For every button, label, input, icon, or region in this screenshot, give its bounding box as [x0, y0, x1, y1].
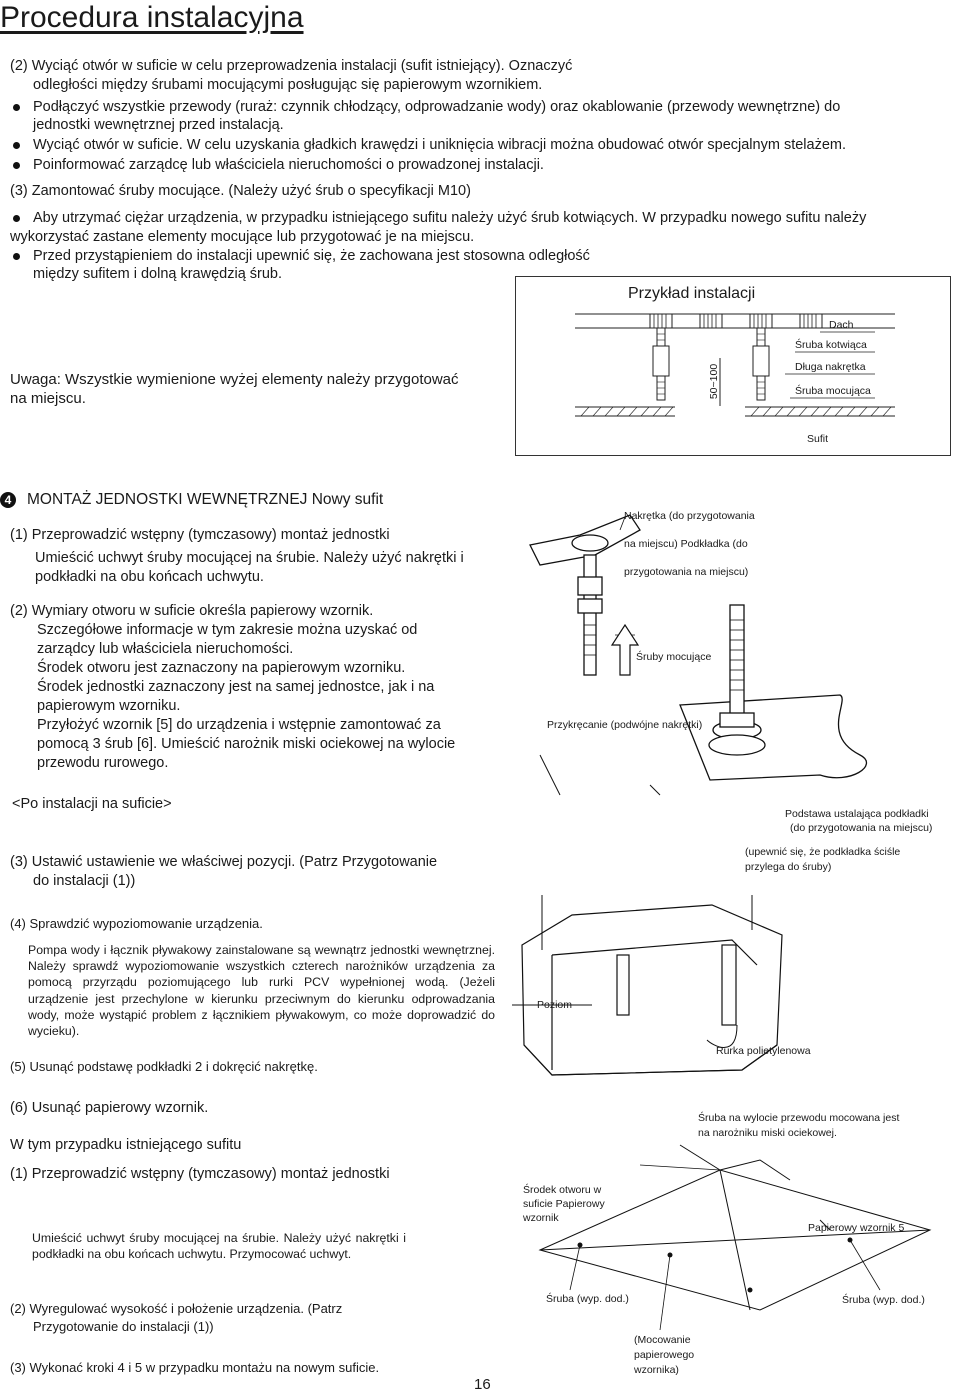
roof-label: Dach — [829, 319, 854, 331]
s6: (6) Usunąć papierowy wzornik. — [10, 1100, 209, 1116]
s4-title: (4) Sprawdzić wypoziomowanie urządzenia. — [10, 916, 263, 931]
bolt-label: Śruba mocująca — [795, 385, 871, 397]
note-line1: Uwaga: Wszystkie wymienione wyżej elementy należy przygotować — [10, 371, 459, 388]
step2-line1: (2) Wyciąć otwór w suficie w celu przeprowadzenia instalacji (sufit istniejący). Oznaczyć — [10, 58, 573, 74]
center-label-line1: Środek otworu w — [523, 1184, 602, 1196]
e2-line1: (2) Wyregulować wysokość i położenie urządzenia. (Patrz — [10, 1301, 343, 1316]
s1-title: (1) Przeprowadzić wstępny (tymczasowy) montaż jednostki — [10, 527, 390, 543]
s2-line4: Środek otworu jest zaznaczony na papierowym wzorniku. — [37, 660, 406, 676]
s2-line3: zarządcy lub właściciela nieruchomości. — [37, 641, 294, 657]
center-label-line3: wzornik — [523, 1212, 559, 1224]
note-line2: na miejscu. — [10, 390, 86, 407]
example-title: Przykład instalacji — [628, 285, 756, 302]
bullet4-line2: wykorzystać zastane elementy mocujące lub przygotować je na miejscu. — [10, 229, 475, 245]
s2-line1: (2) Wymiary otworu w suficie określa papierowy wzornik. — [10, 603, 374, 619]
template-diagram — [520, 1140, 950, 1360]
level-label: Poziom — [537, 999, 573, 1011]
check-label-line1: (upewnić się, że podkładka ściśle — [745, 846, 901, 858]
screw-left-label: Śruba (wyp. dod.) — [546, 1293, 629, 1305]
template-label: Papierowy wzornik 5 — [808, 1222, 905, 1234]
e2-line2: Przygotowanie do instalacji (1)) — [33, 1319, 214, 1334]
s1-body2: podkładki na obu końcach uchwytu. — [35, 569, 264, 585]
step3: (3) Zamontować śruby mocujące. (Należy użyć śrub o specyfikacji M10) — [10, 183, 471, 199]
after-install-title: <Po instalacji na suficie> — [12, 796, 172, 812]
page-title: Procedura instalacyjna — [0, 1, 304, 34]
s3-line2: do instalacji (1)) — [33, 873, 136, 889]
existing-title: W tym przypadku istniejącego sufitu — [10, 1137, 242, 1153]
bullet1-line2: jednostki wewnętrznej przed instalacją. — [33, 117, 284, 133]
example-diagram — [515, 276, 949, 454]
step2-line2: odległości między śrubami mocującymi posługując się papierowym wzornikiem. — [33, 77, 543, 93]
base-label-line2: (do przygotowania na miejscu) — [790, 822, 933, 834]
mount-label-line1: (Mocowanie — [634, 1334, 691, 1346]
s2-line7: Przyłożyć wzornik [5] do urządzenia i wstępnie zamontować za — [37, 717, 441, 733]
s2-line5: Środek jednostki zaznaczony jest na samej jednostce, jak i na — [37, 679, 435, 695]
s2-line6: papierowym wzorniku. — [37, 698, 181, 714]
double-nut-label: Przykręcanie (podwójne nakrętki) — [547, 719, 703, 731]
screw-note-line2: na narożniku miski ociekowej. — [698, 1127, 837, 1139]
bullet1-line1: Podłączyć wszystkie przewody (ruraż: czynnik chłodzący, odprowadzanie wody) oraz okablowanie (przewody wewnętrzne) do — [33, 99, 841, 115]
distance-label: 50~100 — [708, 363, 721, 400]
s2-line8: pomocą 3 śrub [6]. Umieścić narożnik miski ociekowej na wylocie — [37, 736, 456, 752]
section4-heading: MONTAŻ JEDNOSTKI WEWNĘTRZNEJ Nowy sufit — [27, 491, 384, 508]
s5: (5) Usunąć podstawę podkładki 2 i dokręcić nakrętkę. — [10, 1059, 318, 1074]
page-number: 16 — [474, 1376, 491, 1393]
s2-line2: Szczegółowe informacje w tym zakresie można uzyskać od — [37, 622, 418, 638]
screw-note-line1: Śruba na wylocie przewodu mocowana jest — [698, 1112, 900, 1124]
unit-level-diagram — [512, 895, 812, 1090]
tube-label: Rurka polietylenowa — [716, 1045, 811, 1057]
s1-body1: Umieścić uchwyt śruby mocującej na śrubie. Należy użyć nakrętki i — [35, 550, 464, 566]
s2-line9: przewodu rurowego. — [37, 755, 169, 771]
nut-label-line3: przygotowania na miejscu) — [624, 566, 749, 578]
check-label-line2: przylega do śruby) — [745, 861, 832, 873]
bolts-label: Śruby mocujące — [636, 651, 712, 663]
bullet4-line1: Aby utrzymać ciężar urządzenia, w przypadku istniejącego sufitu należy użyć śrub kotwiących. W przypadku nowego sufitu należy — [33, 210, 867, 226]
mount-label-line2: papierowego — [634, 1349, 695, 1361]
ceiling-label: Sufit — [807, 433, 829, 445]
nut-label-line1: Nakrętka (do przygotowania — [624, 510, 755, 522]
e1-title: (1) Przeprowadzić wstępny (tymczasowy) montaż jednostki — [10, 1166, 390, 1182]
bullet5-line2: między sufitem i dolną krawędzią śrub. — [33, 266, 283, 282]
bullet3: Poinformować zarządcę lub właściciela nieruchomości o prowadzonej instalacji. — [33, 157, 544, 173]
anchor-label: Śruba kotwiąca — [795, 339, 867, 351]
section-number-badge: 4 — [0, 492, 16, 508]
s4-body: Pompa wody i łącznik pływakowy zainstalowane są wewnątrz jednostki wewnętrznej. Należy sprawdź wypoziomowanie wszystkich czterech narożników urządzenia za pomocą przyrządu poziomującego lub rurki PCV wypełnionej wodą. (Jeżeli urządzenie jest przechylone w kierunku przeciwnym do kierunku odprowadzania wody, może wystąpić problem z łącznikiem pływakowym, co może doprowadzić do wycieku). — [28, 943, 495, 1039]
long-nut-label: Długa nakrętka — [795, 361, 866, 373]
nut-label-line2: na miejscu) Podkładka (do — [624, 538, 748, 550]
bullet5-line1: Przed przystąpieniem do instalacji upewnić się, że zachowana jest stosowna odległość — [33, 248, 590, 264]
bullet2: Wyciąć otwór w suficie. W celu uzyskania gładkich krawędzi i uniknięcia wibracji można obudować otwór specjalnym stelażem. — [33, 137, 846, 153]
e1-body: Umieścić uchwyt śruby mocującej na śrubie. Należy użyć nakrętki i podkładki na obu końcach uchwytu. Przymocować uchwyt. — [32, 1231, 406, 1262]
mount-label-line3: wzornika) — [634, 1364, 679, 1376]
s3-line1: (3) Ustawić ustawienie we właściwej pozycji. (Patrz Przygotowanie — [10, 854, 438, 870]
center-label-line2: suficie Papierowy — [523, 1198, 605, 1210]
e3: (3) Wykonać kroki 4 i 5 w przypadku montażu na nowym suficie. — [10, 1360, 380, 1375]
base-label-line1: Podstawa ustalająca podkładki — [785, 808, 929, 820]
screw-right-label: Śruba (wyp. dod.) — [842, 1294, 925, 1306]
